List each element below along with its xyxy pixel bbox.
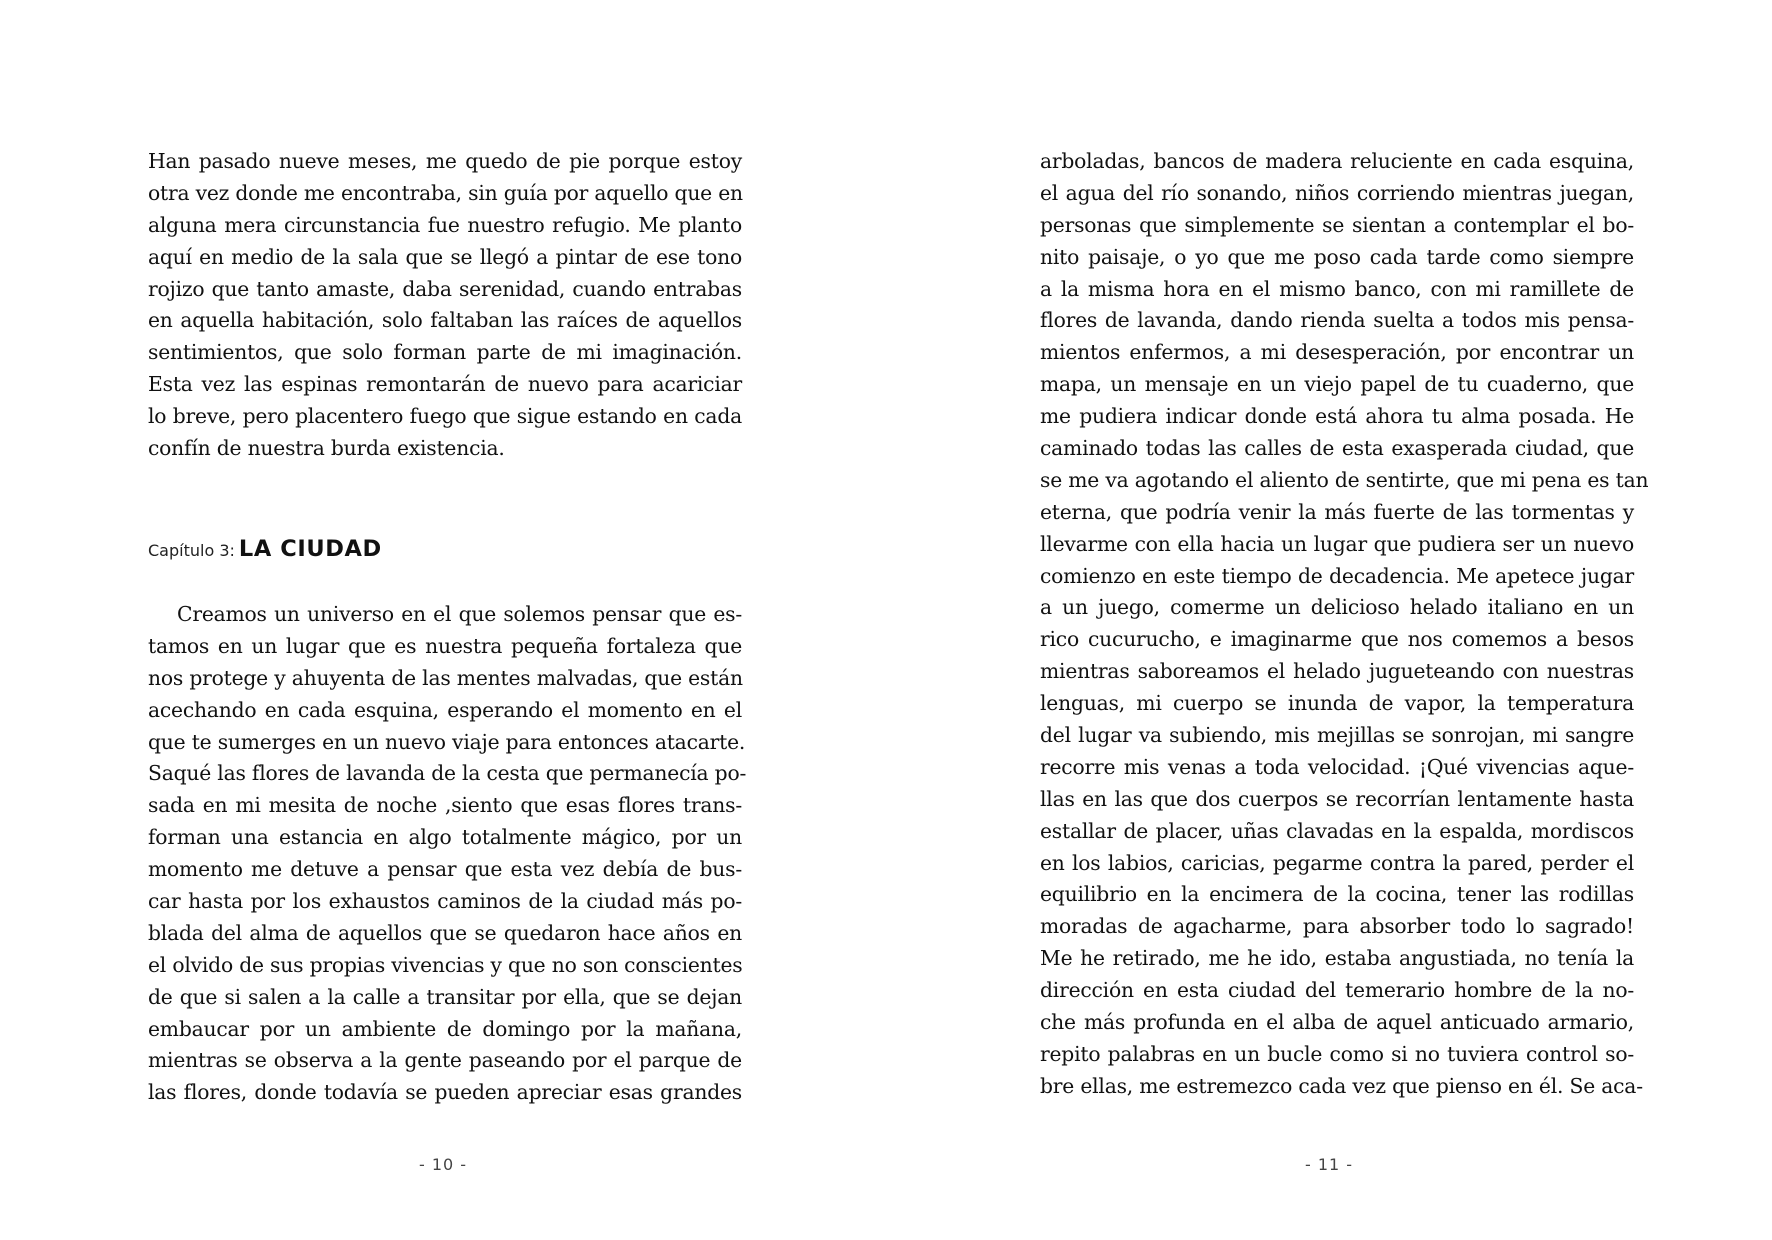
chapter-heading — [148, 536, 382, 562]
text-line: el olvido de sus propias vivencias y que no son conscientes — [148, 952, 743, 977]
text-line: embaucar por un ambiente de domingo por la mañana, — [148, 1016, 742, 1041]
text-line: repito palabras en un bucle como si no tuviera control so- — [1040, 1041, 1634, 1066]
text-line: lenguas, mi cuerpo se inunda de vapor, la temperatura — [1040, 691, 1634, 716]
text-line: mapa, un mensaje en un viejo papel de tu cuaderno, que — [1040, 372, 1634, 397]
text-line: che más profunda en el alba de aquel anticuado armario, — [1040, 1010, 1634, 1035]
text-line: moradas de agacharme, para absorber todo lo sagrado! — [1040, 914, 1634, 939]
text-line: confín de nuestra burda existencia. — [148, 436, 505, 461]
text-line: sentimientos, que solo forman parte de mi imaginación. — [148, 340, 742, 365]
text-line: en los labios, caricias, pegarme contra la pared, perder el — [1040, 850, 1634, 875]
text-line: car hasta por los exhaustos caminos de la ciudad más po- — [148, 889, 742, 914]
text-line: arboladas, bancos de madera reluciente en cada esquina, — [1040, 149, 1634, 173]
text-line: dirección en esta ciudad del temerario hombre de la no- — [1040, 978, 1634, 1003]
text-line: se me va agotando el aliento de sentirte, que mi pena es tan — [1040, 467, 1649, 492]
text-line: momento me detuve a pensar que esta vez debía de bus- — [148, 857, 742, 882]
chapter-title: LA CIUDAD — [238, 536, 382, 562]
text-line: Esta vez las espinas remontarán de nuevo para acariciar — [148, 372, 742, 397]
text-line: comienzo en este tiempo de decadencia. Me apetece jugar — [1040, 563, 1634, 588]
text-line: aquí en medio de la sala que se llegó a pintar de ese tono — [148, 244, 742, 269]
text-line: nito paisaje, o yo que me poso cada tarde como siempre — [1040, 244, 1634, 269]
text-line: Me he retirado, me he ido, estaba angustiada, no tenía la — [1040, 946, 1634, 971]
text-line: de que si salen a la calle a transitar por ella, que se dejan — [148, 984, 742, 1009]
text-line: personas que simplemente se sientan a contemplar el bo- — [1040, 212, 1634, 237]
text-line: del lugar va subiendo, mis mejillas se sonrojan, mi sangre — [1040, 723, 1634, 748]
text-line: estallar de placer, uñas clavadas en la espalda, mordiscos — [1040, 818, 1634, 843]
text-line: tamos en un lugar que es nuestra pequeña fortaleza que — [148, 633, 742, 658]
text-line: eterna, que podría venir la más fuerte de las tormentas y — [1040, 499, 1634, 524]
page-number: - 10 - — [418, 1155, 468, 1174]
text-line: forman una estancia en algo totalmente mágico, por un — [148, 825, 742, 850]
left-paragraph — [148, 146, 742, 465]
right-paragraph — [1040, 146, 1649, 1103]
text-line: Han pasado nueve meses, me quedo de pie porque estoy — [148, 149, 742, 173]
text-line: rico cucurucho, e imaginarme que nos comemos a besos — [1040, 627, 1634, 652]
page-number: - 11 - — [1304, 1155, 1354, 1174]
text-line: las flores, donde todavía se pueden apreciar esas grandes — [148, 1080, 742, 1105]
text-line: mientras saboreamos el helado jugueteando con nuestras — [1040, 659, 1634, 684]
text-line: el agua del río sonando, niños corriendo mientras juegan, — [1040, 180, 1634, 205]
text-line: caminado todas las calles de esta exasperada ciudad, que — [1040, 436, 1634, 461]
text-line: lo breve, pero placentero fuego que sigue estando en cada — [148, 404, 742, 429]
text-line: llas en las que dos cuerpos se recorrían lentamente hasta — [1040, 786, 1634, 811]
text-line: otra vez donde me encontraba, sin guía por aquello que en — [148, 180, 743, 205]
text-line: recorre mis venas a toda velocidad. ¡Qué vivencias aque- — [1040, 754, 1634, 779]
text-line: nos protege y ahuyenta de las mentes malvadas, que están — [148, 665, 743, 690]
chapter-prefix: Capítulo 3: — [148, 541, 235, 560]
right-page — [886, 0, 1772, 1240]
text-line: a un juego, comerme un delicioso helado italiano en un — [1040, 595, 1634, 620]
text-line: a la misma hora en el mismo banco, con mi ramillete de — [1040, 276, 1634, 301]
text-line: equilibrio en la encimera de la cocina, tener las rodillas — [1040, 882, 1634, 907]
text-line: llevarme con ella hacia un lugar que pudiera ser un nuevo — [1040, 531, 1634, 556]
text-line: sada en mi mesita de noche ,siento que esas flores trans- — [148, 793, 742, 818]
text-line: alguna mera circunstancia fue nuestro refugio. Me planto — [148, 212, 742, 237]
text-line: en aquella habitación, solo faltaban las raíces de aquellos — [148, 308, 742, 333]
text-line: mientras se observa a la gente paseando por el parque de — [148, 1048, 742, 1073]
chapter-body — [148, 599, 747, 1109]
text-line: blada del alma de aquellos que se quedaron hace años en — [148, 920, 742, 945]
text-line: Saqué las flores de lavanda de la cesta que permanecía po- — [148, 761, 747, 786]
text-line: me pudiera indicar donde está ahora tu alma posada. He — [1040, 404, 1634, 429]
text-line: acechando en cada esquina, esperando el momento en el — [148, 697, 742, 722]
text-line: flores de lavanda, dando rienda suelta a todos mis pensa- — [1040, 308, 1634, 333]
text-line: mientos enfermos, a mi desesperación, por encontrar un — [1040, 340, 1634, 365]
text-line: Creamos un universo en el que solemos pensar que es- — [177, 602, 742, 626]
text-line: bre ellas, me estremezco cada vez que pienso en él. Se aca- — [1040, 1073, 1643, 1098]
text-line: que te sumerges en un nuevo viaje para entonces atacarte. — [148, 729, 746, 754]
text-line: rojizo que tanto amaste, daba serenidad, cuando entrabas — [148, 276, 742, 301]
